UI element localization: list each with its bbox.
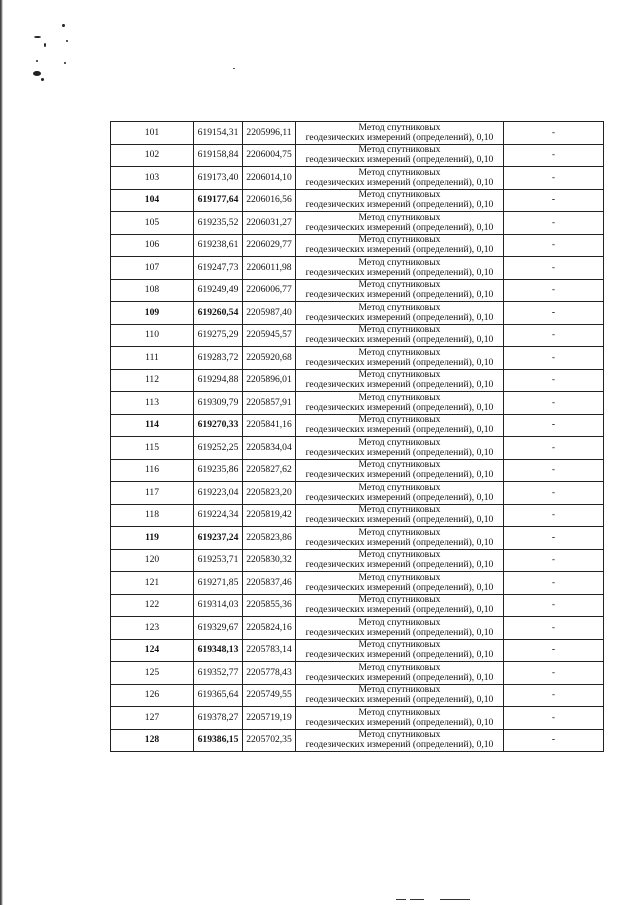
point-number-cell: 115 xyxy=(111,437,194,460)
table-row xyxy=(111,662,604,685)
y-coordinate-cell: 2206014,10 xyxy=(243,167,296,190)
point-number-cell: 128 xyxy=(111,729,194,752)
y-coordinate-cell: 2205778,43 xyxy=(243,662,296,685)
method-line-2: геодезических измерений (определений), 0,10 xyxy=(305,199,494,211)
table-row xyxy=(111,459,604,482)
point-number-cell: 113 xyxy=(111,392,194,415)
method-line-1: Метод спутниковых xyxy=(358,481,441,493)
method-cell xyxy=(296,639,504,662)
method-line-2: геодезических измерений (определений), 0,10 xyxy=(305,356,494,368)
x-coordinate-cell: 619309,79 xyxy=(194,392,243,415)
table-row xyxy=(111,234,604,257)
method-line-2: геодезических измерений (определений), 0,10 xyxy=(305,379,494,391)
y-coordinate-cell: 2205945,57 xyxy=(243,324,296,347)
scan-speck xyxy=(36,60,38,62)
method-line-2: геодезических измерений (определений), 0,10 xyxy=(305,424,494,436)
coordinates-table xyxy=(110,121,604,752)
method-line-1: Метод спутниковых xyxy=(358,391,441,403)
x-coordinate-cell: 619314,03 xyxy=(194,594,243,617)
description-cell: - xyxy=(504,324,604,347)
method-cell xyxy=(296,122,504,145)
method-line-1: Метод спутниковых xyxy=(358,549,441,561)
y-coordinate-cell: 2205823,20 xyxy=(243,482,296,505)
method-line-2: геодезических измерений (определений), 0,10 xyxy=(305,289,494,301)
scan-speck xyxy=(66,40,68,42)
x-coordinate-cell: 619158,84 xyxy=(194,144,243,167)
table-row xyxy=(111,617,604,640)
description-cell: - xyxy=(504,662,604,685)
method-line-2: геодезических измерений (определений), 0,10 xyxy=(305,671,494,683)
table-row xyxy=(111,369,604,392)
point-number-cell: 102 xyxy=(111,144,194,167)
description-cell: - xyxy=(504,594,604,617)
method-line-2: геодезических измерений (определений), 0,10 xyxy=(305,266,494,278)
y-coordinate-cell: 2205819,42 xyxy=(243,504,296,527)
coordinates-table-body xyxy=(111,122,604,752)
method-line-2: геодезических измерений (определений), 0,10 xyxy=(305,694,494,706)
method-cell xyxy=(296,527,504,550)
method-cell xyxy=(296,549,504,572)
method-line-2: геодезических измерений (определений), 0,10 xyxy=(305,649,494,661)
description-cell: - xyxy=(504,572,604,595)
point-number-cell: 103 xyxy=(111,167,194,190)
method-line-2: геодезических измерений (определений), 0,10 xyxy=(305,626,494,638)
point-number-cell: 109 xyxy=(111,302,194,325)
description-cell: - xyxy=(504,527,604,550)
method-line-1: Метод спутниковых xyxy=(358,594,441,606)
method-line-2: геодезических измерений (определений), 0,10 xyxy=(305,446,494,458)
y-coordinate-cell: 2205837,46 xyxy=(243,572,296,595)
table-row xyxy=(111,212,604,235)
x-coordinate-cell: 619294,88 xyxy=(194,369,243,392)
point-number-cell: 114 xyxy=(111,414,194,437)
method-line-2: геодезических измерений (определений), 0,10 xyxy=(305,154,494,166)
table-row xyxy=(111,189,604,212)
table-row xyxy=(111,729,604,752)
y-coordinate-cell: 2205834,04 xyxy=(243,437,296,460)
method-cell xyxy=(296,279,504,302)
y-coordinate-cell: 2206031,27 xyxy=(243,212,296,235)
method-line-2: геодезических измерений (определений), 0,10 xyxy=(305,559,494,571)
method-cell xyxy=(296,662,504,685)
table-row xyxy=(111,707,604,730)
y-coordinate-cell: 2206006,77 xyxy=(243,279,296,302)
point-number-cell: 127 xyxy=(111,707,194,730)
table-row xyxy=(111,347,604,370)
table-row xyxy=(111,324,604,347)
y-coordinate-cell: 2205824,16 xyxy=(243,617,296,640)
x-coordinate-cell: 619260,54 xyxy=(194,302,243,325)
footer-mark xyxy=(396,899,406,900)
method-line-2: геодезических измерений (определений), 0,10 xyxy=(305,536,494,548)
scan-speck xyxy=(233,68,235,69)
description-cell: - xyxy=(504,639,604,662)
method-line-2: геодезических измерений (определений), 0,10 xyxy=(305,176,494,188)
x-coordinate-cell: 619252,25 xyxy=(194,437,243,460)
method-line-1: Метод спутниковых xyxy=(358,504,441,516)
table-row xyxy=(111,684,604,707)
x-coordinate-cell: 619378,27 xyxy=(194,707,243,730)
x-coordinate-cell: 619365,64 xyxy=(194,684,243,707)
y-coordinate-cell: 2206016,56 xyxy=(243,189,296,212)
scan-left-edge xyxy=(0,0,3,905)
y-coordinate-cell: 2205823,86 xyxy=(243,527,296,550)
y-coordinate-cell: 2205719,19 xyxy=(243,707,296,730)
x-coordinate-cell: 619270,33 xyxy=(194,414,243,437)
table-row xyxy=(111,392,604,415)
method-line-1: Метод спутниковых xyxy=(358,144,441,156)
x-coordinate-cell: 619283,72 xyxy=(194,347,243,370)
y-coordinate-cell: 2205855,36 xyxy=(243,594,296,617)
description-cell: - xyxy=(504,617,604,640)
method-line-2: геодезических измерений (определений), 0,10 xyxy=(305,311,494,323)
method-line-1: Метод спутниковых xyxy=(358,414,441,426)
table-row xyxy=(111,504,604,527)
scan-speck xyxy=(33,71,41,76)
description-cell: - xyxy=(504,729,604,752)
x-coordinate-cell: 619235,86 xyxy=(194,459,243,482)
x-coordinate-cell: 619386,15 xyxy=(194,729,243,752)
point-number-cell: 124 xyxy=(111,639,194,662)
method-cell xyxy=(296,212,504,235)
point-number-cell: 126 xyxy=(111,684,194,707)
table-row xyxy=(111,257,604,280)
method-line-2: геодезических измерений (определений), 0,10 xyxy=(305,604,494,616)
method-cell xyxy=(296,324,504,347)
method-line-1: Метод спутниковых xyxy=(358,121,441,133)
x-coordinate-cell: 619329,67 xyxy=(194,617,243,640)
method-cell xyxy=(296,504,504,527)
method-cell xyxy=(296,684,504,707)
method-line-1: Метод спутниковых xyxy=(358,684,441,696)
scan-speck xyxy=(34,36,41,38)
method-line-1: Метод спутниковых xyxy=(358,706,441,718)
table-row xyxy=(111,302,604,325)
point-number-cell: 112 xyxy=(111,369,194,392)
method-line-2: геодезических измерений (определений), 0,10 xyxy=(305,244,494,256)
description-cell: - xyxy=(504,234,604,257)
table-row xyxy=(111,594,604,617)
method-cell xyxy=(296,617,504,640)
description-cell: - xyxy=(504,189,604,212)
footer-mark xyxy=(410,899,424,900)
method-line-1: Метод спутниковых xyxy=(358,346,441,358)
method-line-1: Метод спутниковых xyxy=(358,189,441,201)
x-coordinate-cell: 619223,04 xyxy=(194,482,243,505)
point-number-cell: 123 xyxy=(111,617,194,640)
y-coordinate-cell: 2205920,68 xyxy=(243,347,296,370)
point-number-cell: 125 xyxy=(111,662,194,685)
method-line-2: геодезических измерений (определений), 0,10 xyxy=(305,469,494,481)
method-cell xyxy=(296,167,504,190)
table-row xyxy=(111,122,604,145)
description-cell: - xyxy=(504,707,604,730)
description-cell: - xyxy=(504,212,604,235)
method-line-2: геодезических измерений (определений), 0,10 xyxy=(305,491,494,503)
point-number-cell: 104 xyxy=(111,189,194,212)
x-coordinate-cell: 619253,71 xyxy=(194,549,243,572)
method-cell xyxy=(296,144,504,167)
y-coordinate-cell: 2206029,77 xyxy=(243,234,296,257)
x-coordinate-cell: 619247,73 xyxy=(194,257,243,280)
point-number-cell: 110 xyxy=(111,324,194,347)
y-coordinate-cell: 2206004,75 xyxy=(243,144,296,167)
y-coordinate-cell: 2205749,55 xyxy=(243,684,296,707)
method-cell xyxy=(296,414,504,437)
table-row xyxy=(111,167,604,190)
method-line-2: геодезических измерений (определений), 0,10 xyxy=(305,131,494,143)
y-coordinate-cell: 2205702,35 xyxy=(243,729,296,752)
point-number-cell: 121 xyxy=(111,572,194,595)
method-line-2: геодезических измерений (определений), 0,10 xyxy=(305,401,494,413)
table-row xyxy=(111,527,604,550)
x-coordinate-cell: 619271,85 xyxy=(194,572,243,595)
y-coordinate-cell: 2205830,32 xyxy=(243,549,296,572)
point-number-cell: 111 xyxy=(111,347,194,370)
x-coordinate-cell: 619249,49 xyxy=(194,279,243,302)
table-row xyxy=(111,437,604,460)
method-line-2: геодезических измерений (определений), 0,10 xyxy=(305,221,494,233)
footer-mark xyxy=(440,899,470,900)
method-line-1: Метод спутниковых xyxy=(358,301,441,313)
x-coordinate-cell: 619348,13 xyxy=(194,639,243,662)
x-coordinate-cell: 619237,24 xyxy=(194,527,243,550)
point-number-cell: 106 xyxy=(111,234,194,257)
y-coordinate-cell: 2205857,91 xyxy=(243,392,296,415)
description-cell: - xyxy=(504,167,604,190)
description-cell: - xyxy=(504,504,604,527)
table-row xyxy=(111,572,604,595)
scan-speck xyxy=(64,62,66,64)
method-cell xyxy=(296,369,504,392)
method-line-1: Метод спутниковых xyxy=(358,279,441,291)
y-coordinate-cell: 2205827,62 xyxy=(243,459,296,482)
method-line-2: геодезических измерений (определений), 0,10 xyxy=(305,716,494,728)
description-cell: - xyxy=(504,302,604,325)
y-coordinate-cell: 2205841,16 xyxy=(243,414,296,437)
table-row xyxy=(111,414,604,437)
method-cell xyxy=(296,482,504,505)
method-cell xyxy=(296,729,504,752)
method-line-1: Метод спутниковых xyxy=(358,616,441,628)
scan-speck xyxy=(41,78,44,81)
point-number-cell: 105 xyxy=(111,212,194,235)
table-row xyxy=(111,144,604,167)
y-coordinate-cell: 2206011,98 xyxy=(243,257,296,280)
method-cell xyxy=(296,189,504,212)
description-cell: - xyxy=(504,392,604,415)
method-line-2: геодезических измерений (определений), 0,10 xyxy=(305,739,494,751)
x-coordinate-cell: 619275,29 xyxy=(194,324,243,347)
method-line-1: Метод спутниковых xyxy=(358,661,441,673)
scan-speck xyxy=(62,24,65,27)
point-number-cell: 108 xyxy=(111,279,194,302)
method-cell xyxy=(296,234,504,257)
method-cell xyxy=(296,437,504,460)
method-line-1: Метод спутниковых xyxy=(358,234,441,246)
y-coordinate-cell: 2205987,40 xyxy=(243,302,296,325)
description-cell: - xyxy=(504,482,604,505)
point-number-cell: 116 xyxy=(111,459,194,482)
method-line-1: Метод спутниковых xyxy=(358,324,441,336)
table-row xyxy=(111,482,604,505)
y-coordinate-cell: 2205896,01 xyxy=(243,369,296,392)
method-cell xyxy=(296,459,504,482)
description-cell: - xyxy=(504,369,604,392)
method-line-2: геодезических измерений (определений), 0,10 xyxy=(305,581,494,593)
method-cell xyxy=(296,257,504,280)
method-cell xyxy=(296,302,504,325)
description-cell: - xyxy=(504,684,604,707)
method-line-1: Метод спутниковых xyxy=(358,729,441,741)
method-line-1: Метод спутниковых xyxy=(358,571,441,583)
x-coordinate-cell: 619173,40 xyxy=(194,167,243,190)
method-cell xyxy=(296,392,504,415)
method-cell xyxy=(296,347,504,370)
x-coordinate-cell: 619238,61 xyxy=(194,234,243,257)
method-cell xyxy=(296,594,504,617)
method-line-1: Метод спутниковых xyxy=(358,211,441,223)
point-number-cell: 120 xyxy=(111,549,194,572)
method-line-1: Метод спутниковых xyxy=(358,526,441,538)
y-coordinate-cell: 2205996,11 xyxy=(243,122,296,145)
table-row xyxy=(111,279,604,302)
point-number-cell: 122 xyxy=(111,594,194,617)
description-cell: - xyxy=(504,144,604,167)
description-cell: - xyxy=(504,437,604,460)
table-row xyxy=(111,549,604,572)
point-number-cell: 117 xyxy=(111,482,194,505)
point-number-cell: 107 xyxy=(111,257,194,280)
scan-speck xyxy=(44,43,46,47)
description-cell: - xyxy=(504,257,604,280)
x-coordinate-cell: 619352,77 xyxy=(194,662,243,685)
method-cell xyxy=(296,572,504,595)
point-number-cell: 118 xyxy=(111,504,194,527)
method-line-2: геодезических измерений (определений), 0,10 xyxy=(305,514,494,526)
method-line-1: Метод спутниковых xyxy=(358,436,441,448)
description-cell: - xyxy=(504,347,604,370)
description-cell: - xyxy=(504,459,604,482)
description-cell: - xyxy=(504,549,604,572)
point-number-cell: 101 xyxy=(111,122,194,145)
x-coordinate-cell: 619154,31 xyxy=(194,122,243,145)
description-cell: - xyxy=(504,122,604,145)
y-coordinate-cell: 2205783,14 xyxy=(243,639,296,662)
method-cell xyxy=(296,707,504,730)
description-cell: - xyxy=(504,279,604,302)
method-line-1: Метод спутниковых xyxy=(358,369,441,381)
method-line-2: геодезических измерений (определений), 0,10 xyxy=(305,334,494,346)
method-line-1: Метод спутниковых xyxy=(358,166,441,178)
method-line-1: Метод спутниковых xyxy=(358,459,441,471)
x-coordinate-cell: 619177,64 xyxy=(194,189,243,212)
table-row xyxy=(111,639,604,662)
method-line-1: Метод спутниковых xyxy=(358,639,441,651)
x-coordinate-cell: 619224,34 xyxy=(194,504,243,527)
method-line-1: Метод спутниковых xyxy=(358,256,441,268)
description-cell: - xyxy=(504,414,604,437)
x-coordinate-cell: 619235,52 xyxy=(194,212,243,235)
point-number-cell: 119 xyxy=(111,527,194,550)
